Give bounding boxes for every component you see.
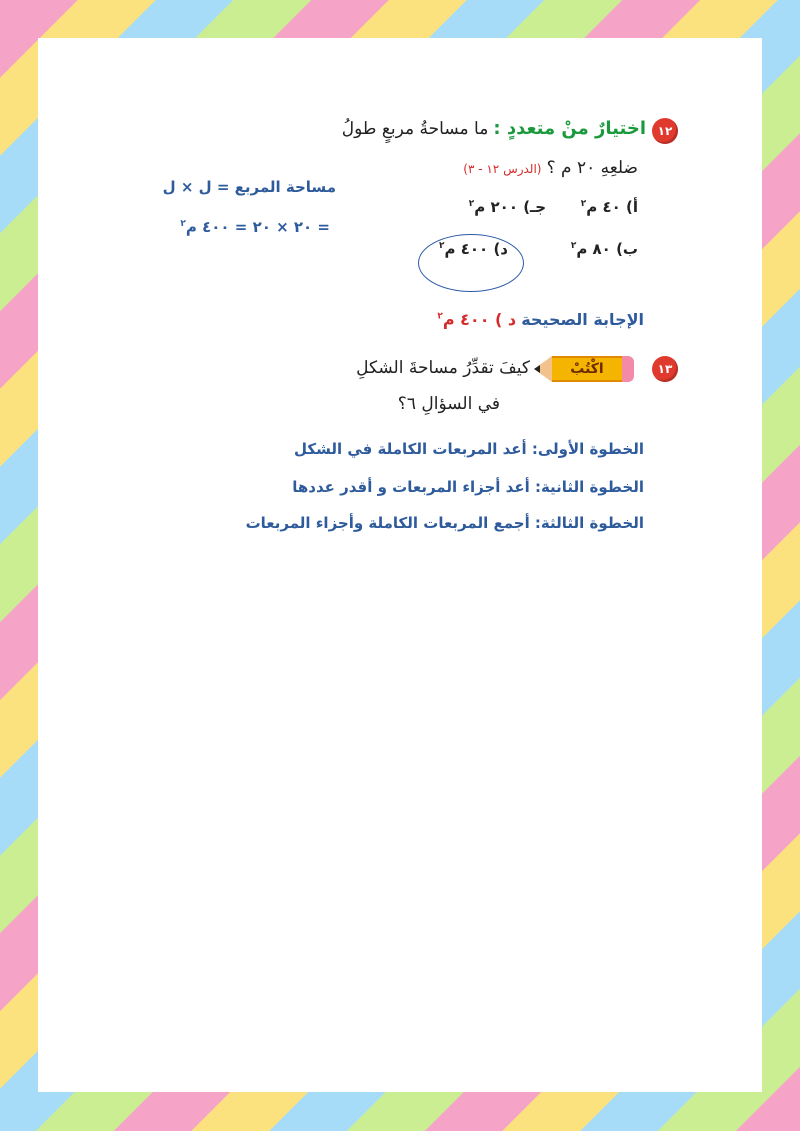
step-1: الخطوة الأولى: أعد المربعات الكاملة في الشكل xyxy=(293,440,644,458)
correct-answer-label: الإجابة الصحيحة xyxy=(521,310,644,329)
solution-calculation: = ٢٠ × ٢٠ = ٤٠٠ م$^٢$ xyxy=(180,218,330,236)
write-badge-pencil-icon xyxy=(534,356,636,382)
question-12-text-line2: ضلعِهِ ٢٠ م ؟ xyxy=(546,158,638,178)
step-3: الخطوة الثالثة: أجمع المربعات الكاملة وأجزاء المربعات xyxy=(245,514,644,532)
question-12-second-line xyxy=(463,158,638,178)
step-2: الخطوة الثانية: أعد أجزاء المربعات و أقدر عددها xyxy=(292,478,644,496)
answer-circle xyxy=(418,234,524,292)
question-number-label: ١٢ xyxy=(657,124,673,138)
correct-answer-value: د ) ٤٠٠ م$^٢$ xyxy=(437,310,517,329)
question-13-number xyxy=(652,356,678,382)
lesson-reference: (الدرس ١٢ - ٣) xyxy=(463,162,542,176)
question-12-number xyxy=(652,118,678,144)
question-13-text-line1: كيفَ تقدِّرُ مساحةَ الشكلِ xyxy=(356,358,530,378)
question-13-text-line2: في السؤالِ ٦؟ xyxy=(397,394,500,414)
question-12-first-line xyxy=(342,118,646,139)
question-12-text-line1: ما مساحةُ مربعٍ طولُ xyxy=(341,119,489,139)
solution-formula: مساحة المربع = ل × ل xyxy=(162,178,336,196)
option-a: أ) ٤٠ م$^٢$ xyxy=(580,198,638,216)
option-b: ب) ٨٠ م$^٢$ xyxy=(570,240,638,258)
question-number-label: ١٣ xyxy=(657,362,673,376)
question-12-title: اختيارٌ منْ متعددٍ : xyxy=(493,118,646,139)
worksheet-page xyxy=(38,38,762,1092)
option-c: جـ) ٢٠٠ م$^٢$ xyxy=(468,198,546,216)
write-badge-label: اكْتُبْ xyxy=(552,356,622,382)
option-d: د) ٤٠٠ م$^٢$ xyxy=(439,240,508,258)
correct-answer xyxy=(437,310,644,329)
